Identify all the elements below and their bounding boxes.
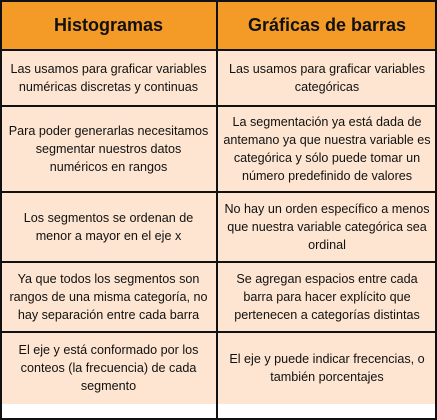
table-row	[0, 192, 437, 262]
table-cell-left: El eje y está conformado por los conteos (la frecuencia) de cada segmento	[0, 332, 217, 404]
table-divider	[0, 261, 437, 263]
table-cell-left: Ya que todos los segmentos son rangos de una misma categoría, no hay separación entre cada barra	[0, 262, 217, 332]
table-divider	[0, 331, 437, 333]
table-row	[0, 262, 437, 332]
table-divider	[0, 49, 437, 51]
table-divider	[0, 191, 437, 193]
table-row	[0, 106, 437, 192]
table-border-top	[0, 0, 437, 2]
table-header-row	[0, 0, 437, 50]
table-cell-right: La segmentación ya está dada de antemano ya que nuestra variable es categórica y sólo puede tomar un número predefinido de valores	[217, 106, 437, 192]
table-cell-left: Para poder generarlas necesitamos segmentar nuestros datos numéricos en rangos	[0, 106, 217, 192]
table-cell-right: No hay un orden específico a menos que nuestra variable categórica sea ordinal	[217, 192, 437, 262]
table-cell-left: Los segmentos se ordenan de menor a mayor en el eje x	[0, 192, 217, 262]
header-histogramas: Histogramas	[0, 0, 217, 50]
table-border-middle	[216, 0, 218, 420]
table-row	[0, 50, 437, 106]
table-cell-left: Las usamos para graficar variables numéricas discretas y continuas	[0, 50, 217, 106]
table-cell-right: El eje y puede indicar frecencias, o también porcentajes	[217, 332, 437, 404]
table-border-left	[0, 0, 2, 420]
table-divider	[0, 105, 437, 107]
header-graficas-de-barras: Gráficas de barras	[217, 0, 437, 50]
table-row	[0, 332, 437, 404]
table-cell-right: Las usamos para graficar variables categóricas	[217, 50, 437, 106]
table-cell-right: Se agregan espacios entre cada barra para hacer explícito que pertenecen a categorías distintas	[217, 262, 437, 332]
